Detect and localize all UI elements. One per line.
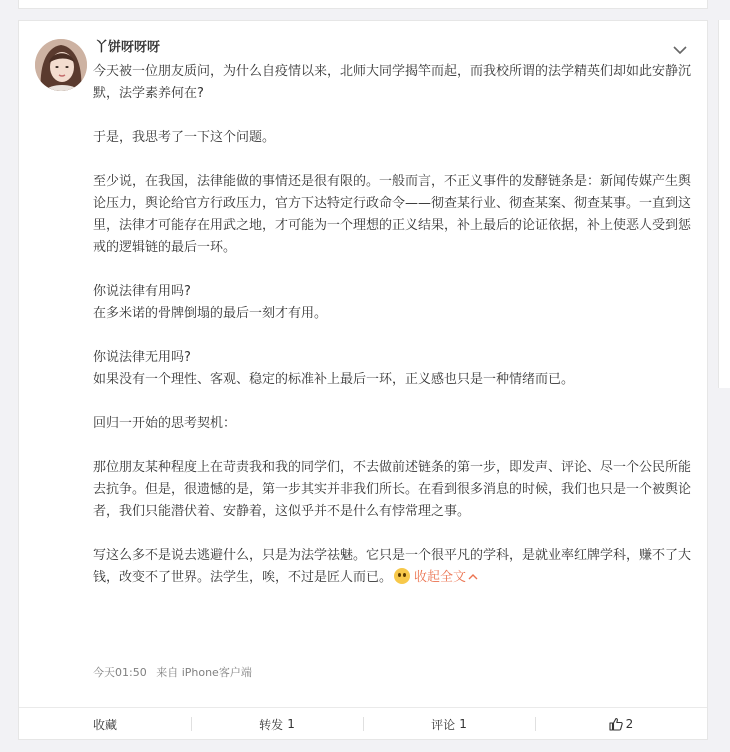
like-count: 2 bbox=[625, 717, 634, 731]
username[interactable]: 丫饼呀呀呀 bbox=[95, 40, 161, 55]
post-paragraph: 于是，我思考了一下这个问题。 bbox=[93, 130, 276, 145]
repost-count: 1 bbox=[287, 717, 295, 731]
post-paragraph: 你说法律无用吗? 如果没有一个理性、客观、稳定的标准补上最后一环，正义感也只是一种情绪而已。 bbox=[93, 350, 575, 387]
thumbs-up-icon bbox=[609, 717, 623, 731]
post-paragraph: 回归一开始的思考契机： bbox=[93, 416, 237, 431]
post-source[interactable]: 来自 iPhone客户端 bbox=[156, 666, 252, 679]
comment-count: 1 bbox=[459, 717, 467, 731]
post-body bbox=[93, 61, 693, 589]
collapse-label[interactable]: 收起全文 bbox=[414, 570, 467, 585]
favorite-button[interactable] bbox=[19, 708, 191, 740]
weibo-post-card bbox=[18, 20, 708, 740]
post-paragraph: 今天被一位朋友质问，为什么自疫情以来，北师大同学揭竿而起，而我校所谓的法学精英们却如此安静沉默，法学素养何在? bbox=[93, 64, 692, 101]
like-button[interactable] bbox=[535, 708, 707, 740]
avatar-image bbox=[35, 39, 87, 91]
post-paragraph-last bbox=[93, 545, 693, 589]
favorite-label: 收藏 bbox=[92, 717, 117, 732]
chevron-up-icon[interactable] bbox=[468, 573, 478, 580]
action-bar bbox=[19, 707, 707, 740]
side-panel-edge bbox=[718, 20, 730, 388]
previous-post-card bbox=[18, 0, 708, 9]
post-paragraph: 那位朋友某种程度上在苛责我和我的同学们，不去做前述链条的第一步，即发声、评论、尽一个公民所能去抗争。但是，很遗憾的是，第一步其实并非我们所长。在看到很多消息的时候，我们也只是一个被舆论者，我们只能潜伏着、安静着，这似乎并不是什么有悖常理之事。 bbox=[93, 460, 692, 519]
post-meta bbox=[93, 665, 252, 681]
collapse-full-text-link[interactable] bbox=[414, 570, 478, 585]
sad-emoji-icon bbox=[394, 568, 410, 584]
repost-label: 转发 bbox=[259, 717, 284, 732]
chevron-down-icon[interactable] bbox=[669, 39, 691, 61]
repost-button[interactable] bbox=[191, 708, 363, 740]
post-time[interactable]: 今天01:50 bbox=[93, 666, 147, 679]
post-paragraph-text: 写这么多不是说去逃避什么，只是为法学祛魅。它只是一个很平凡的学科，是就业率红牌学科，赚不了大钱，改变不了世界。法学生，唉，不过是匠人而已。 bbox=[93, 548, 692, 585]
avatar[interactable] bbox=[35, 39, 87, 91]
comment-button[interactable] bbox=[363, 708, 535, 740]
post-paragraph: 你说法律有用吗? 在多米诺的骨牌倒塌的最后一刻才有用。 bbox=[93, 284, 328, 321]
comment-label: 评论 bbox=[431, 717, 456, 732]
post-paragraph: 至少说，在我国，法律能做的事情还是很有限的。一般而言，不正义事件的发酵链条是：新闻传媒产生舆论压力，舆论给官方行政压力，官方下达特定行政命令——彻查某行业、彻查某案、彻查某事。一直到这里，法律才可能存在用武之地，才可能为一个理想的正义结果，补上最后的论证依据，补上使恶人受到惩戒的逻辑链的最后一环。 bbox=[93, 174, 692, 255]
